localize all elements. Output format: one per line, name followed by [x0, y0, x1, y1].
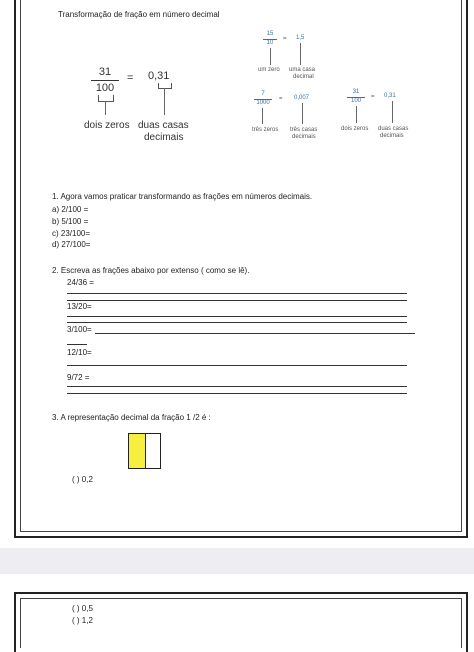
ex1-equals: = [283, 36, 287, 42]
q1-item-b: b) 5/100 = [52, 217, 89, 226]
q2-answer-line-1a[interactable] [67, 293, 407, 294]
q2-answer-line-5a[interactable] [67, 386, 407, 387]
main-denominator: 100 [95, 82, 115, 94]
ex1-arrow-left [270, 48, 271, 65]
q2-answer-line-2b[interactable] [67, 322, 407, 323]
ex2-arrow-left [262, 108, 263, 124]
q2-answer-line-3b[interactable] [67, 344, 87, 345]
ex3-equals: = [371, 94, 375, 100]
q2-answer-line-4[interactable] [67, 365, 407, 366]
main-label-right-2: decimais [144, 132, 184, 143]
fraction-diagram-empty-half [145, 433, 161, 469]
main-label-left: dois zeros [84, 120, 130, 131]
ex1-decimal: 1,5 [296, 35, 305, 41]
ex2-equals: = [279, 96, 283, 102]
q3-option-3[interactable]: ( ) 1,2 [72, 616, 93, 625]
ex1-label-right-2: decimal [293, 74, 314, 80]
q2-answer-line-3[interactable] [95, 333, 415, 334]
q2-item-2: 13/20= [67, 302, 92, 311]
q3-title: 3. A representação decimal da fração 1 /2 é : [52, 413, 211, 422]
main-decimal: 0,31 [148, 70, 170, 82]
main-label-right-1: duas casas [138, 120, 189, 131]
ex2-label-right-1: três casas [290, 127, 318, 133]
ex3-arrow-right [392, 101, 393, 123]
ex2-denominator: 1000 [256, 100, 270, 106]
q1-item-a: a) 2/100 = [52, 205, 89, 214]
q2-item-4: 12/10= [67, 348, 92, 357]
ex2-label-right-2: decimais [292, 134, 316, 140]
q2-item-1: 24/36 = [67, 278, 94, 287]
ex3-numerator: 31 [352, 89, 360, 95]
q2-title: 2. Escreva as frações abaixo por extenso ( como se lê). [52, 266, 250, 275]
main-bracket-left [98, 95, 114, 102]
q3-option-2[interactable]: ( ) 0,5 [72, 604, 93, 613]
main-bracket-right [158, 83, 172, 89]
q1-item-d: d) 27/100= [52, 240, 91, 249]
ex2-label-left: três zeros [252, 127, 279, 133]
ex3-decimal: 0,31 [384, 93, 396, 99]
main-arrow-left [105, 101, 106, 115]
ex1-label-right-1: uma casa [289, 67, 316, 73]
ex1-label-left: um zero [258, 67, 280, 73]
page-gap [0, 548, 474, 574]
q2-answer-line-2a[interactable] [67, 316, 407, 317]
ex1-arrow-right [300, 43, 301, 65]
ex3-denominator: 100 [350, 98, 361, 104]
main-arrow-right [164, 88, 165, 115]
ex2-decimal: 0,007 [294, 95, 310, 101]
ex1-denominator: 10 [266, 40, 274, 46]
q2-answer-line-5b[interactable] [67, 393, 407, 394]
ex1-numerator: 15 [266, 31, 274, 37]
ex3-label-left: dois zeros [341, 126, 369, 132]
ex2-numerator: 7 [261, 91, 265, 97]
q3-option-1[interactable]: ( ) 0,2 [72, 475, 93, 484]
q1-item-c: c) 23/100= [52, 229, 91, 238]
ex2-arrow-right [302, 103, 303, 124]
q2-answer-line-1b[interactable] [67, 300, 407, 301]
main-fraction-bar [91, 80, 119, 81]
ex3-label-right-1: duas casas [378, 126, 409, 132]
main-numerator: 31 [98, 66, 112, 78]
q2-item-5: 9/72 = [67, 373, 90, 382]
ex3-arrow-left [356, 106, 357, 123]
page-title: Transformação de fração em número decimal [58, 10, 220, 19]
q1-title: 1. Agora vamos praticar transformando as frações em números decimais. [52, 192, 313, 201]
main-equals: = [127, 72, 134, 84]
ex3-label-right-2: decimais [380, 133, 404, 139]
q2-item-3: 3/100= [67, 325, 92, 334]
fraction-diagram-filled-half [128, 433, 146, 469]
